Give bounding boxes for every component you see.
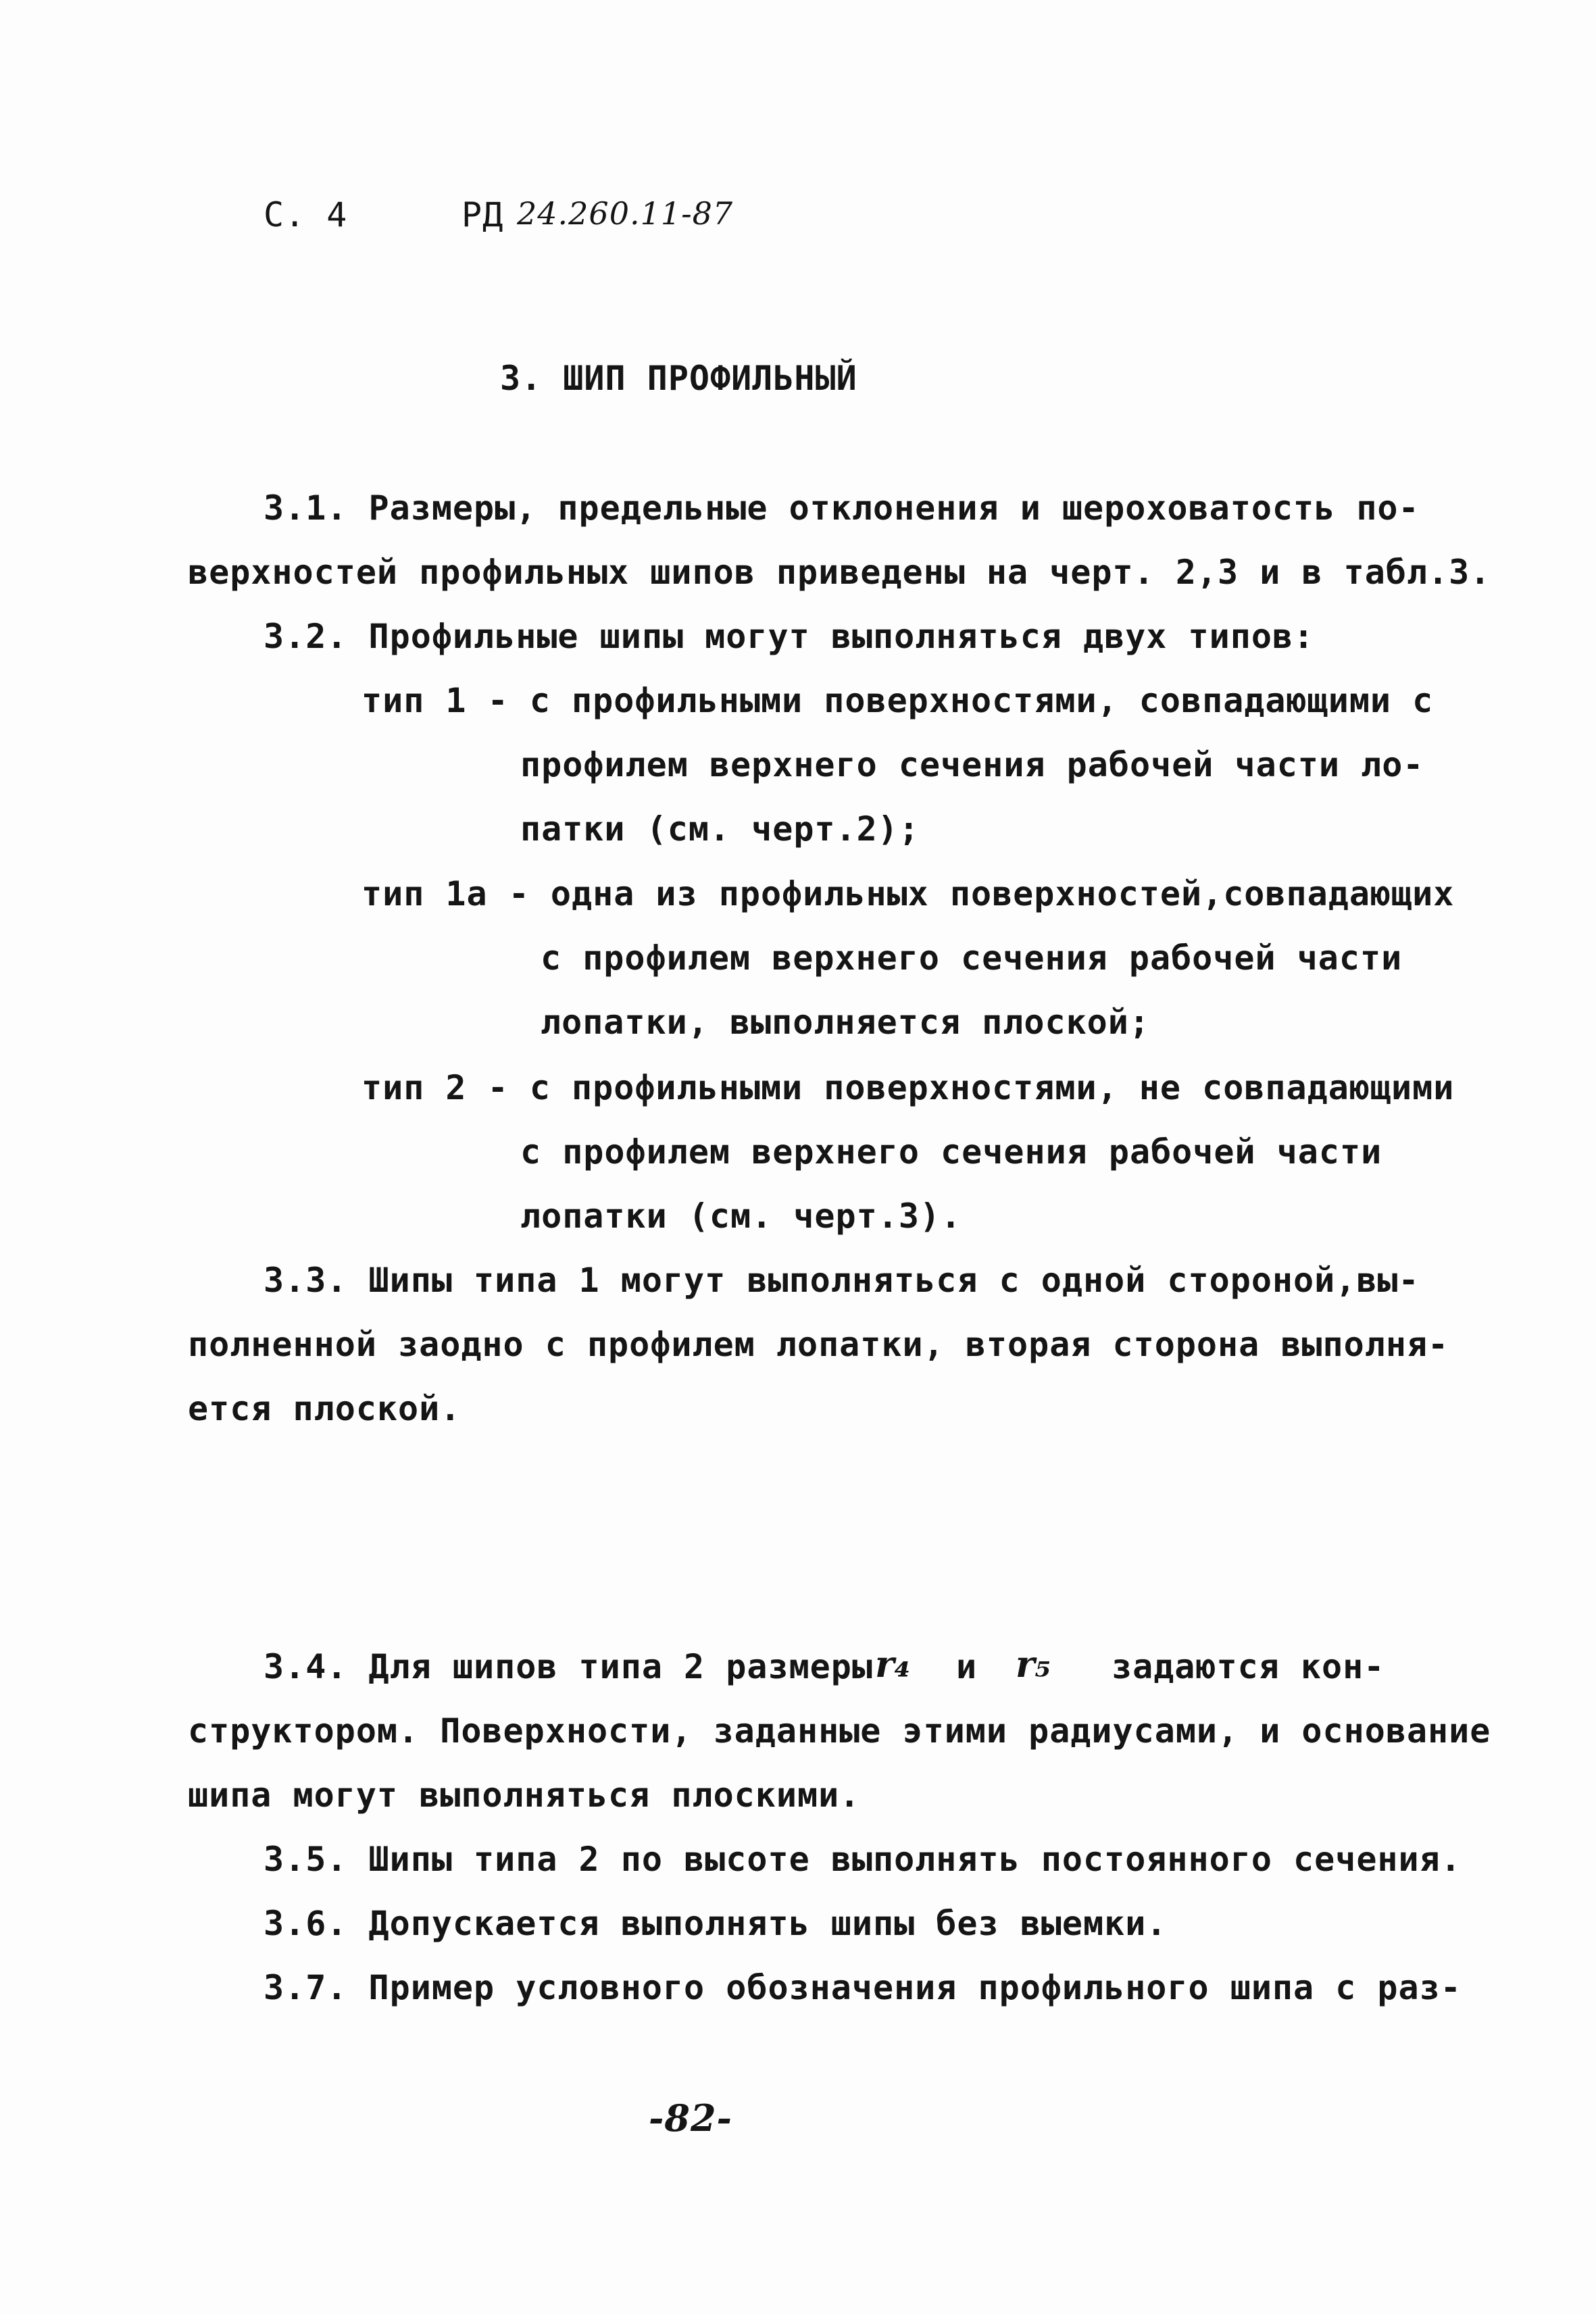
text-line: лопатки, выполняется плоской; — [541, 1003, 1150, 1042]
text-line: лопатки (см. черт.3). — [520, 1197, 962, 1236]
text-line: 3.1. Размеры, предельные отклонения и шероховатость по- — [264, 488, 1420, 528]
text-line: с профилем верхнего сечения рабочей части — [520, 1132, 1382, 1172]
doc-number: 24.260.11-87 — [517, 195, 734, 232]
text-line: 3.2. Профильные шипы могут выполняться двух типов: — [264, 617, 1315, 656]
text-line: 3.3. Шипы типа 1 могут выполняться с одной стороной,вы- — [264, 1261, 1420, 1300]
text-line: с профилем верхнего сечения рабочей части — [541, 938, 1403, 978]
text-line: 3.5. Шипы типа 2 по высоте выполнять постоянного сечения. — [264, 1840, 1462, 1879]
text-line: шипа могут выполняться плоскими. — [188, 1776, 861, 1815]
text-line: верхностей профильных шипов приведены на черт. 2,3 и в табл.3. — [188, 553, 1491, 592]
text-line: структором. Поверхности, заданные этими радиусами, и основание — [188, 1711, 1491, 1751]
doc-prefix: РД — [462, 195, 504, 234]
section-title: 3. ШИП ПРОФИЛЬНЫЙ — [500, 359, 857, 398]
radius-symbol-r5: r₅ — [1016, 1642, 1051, 1686]
radius-symbol-r4: r₄ — [875, 1642, 911, 1686]
text-line: задаются кон- — [1112, 1647, 1385, 1686]
page-number: -82- — [649, 2096, 732, 2140]
text-line: ется плоской. — [188, 1389, 462, 1428]
text-line: полненной заодно с профилем лопатки, вторая сторона выполня- — [188, 1325, 1449, 1364]
text-line: тип 2 - с профильными поверхностями, не совпадающими — [361, 1068, 1455, 1107]
text-line: 3.7. Пример условного обозначения профильного шипа с раз- — [264, 1968, 1462, 2007]
text-line: 3.6. Допускается выполнять шипы без выемки. — [264, 1904, 1168, 1943]
text-line: и — [956, 1647, 978, 1686]
page-label: С. 4 — [264, 195, 348, 234]
text-line: тип 1 - с профильными поверхностями, совпадающими с — [361, 681, 1434, 720]
text-line: профилем верхнего сечения рабочей части ло- — [520, 745, 1424, 784]
text-line: тип 1а - одна из профильных поверхностей,совпадающих — [361, 874, 1455, 913]
text-line: патки (см. черт.2); — [520, 809, 920, 849]
text-line: 3.4. Для шипов типа 2 размеры — [264, 1647, 873, 1686]
